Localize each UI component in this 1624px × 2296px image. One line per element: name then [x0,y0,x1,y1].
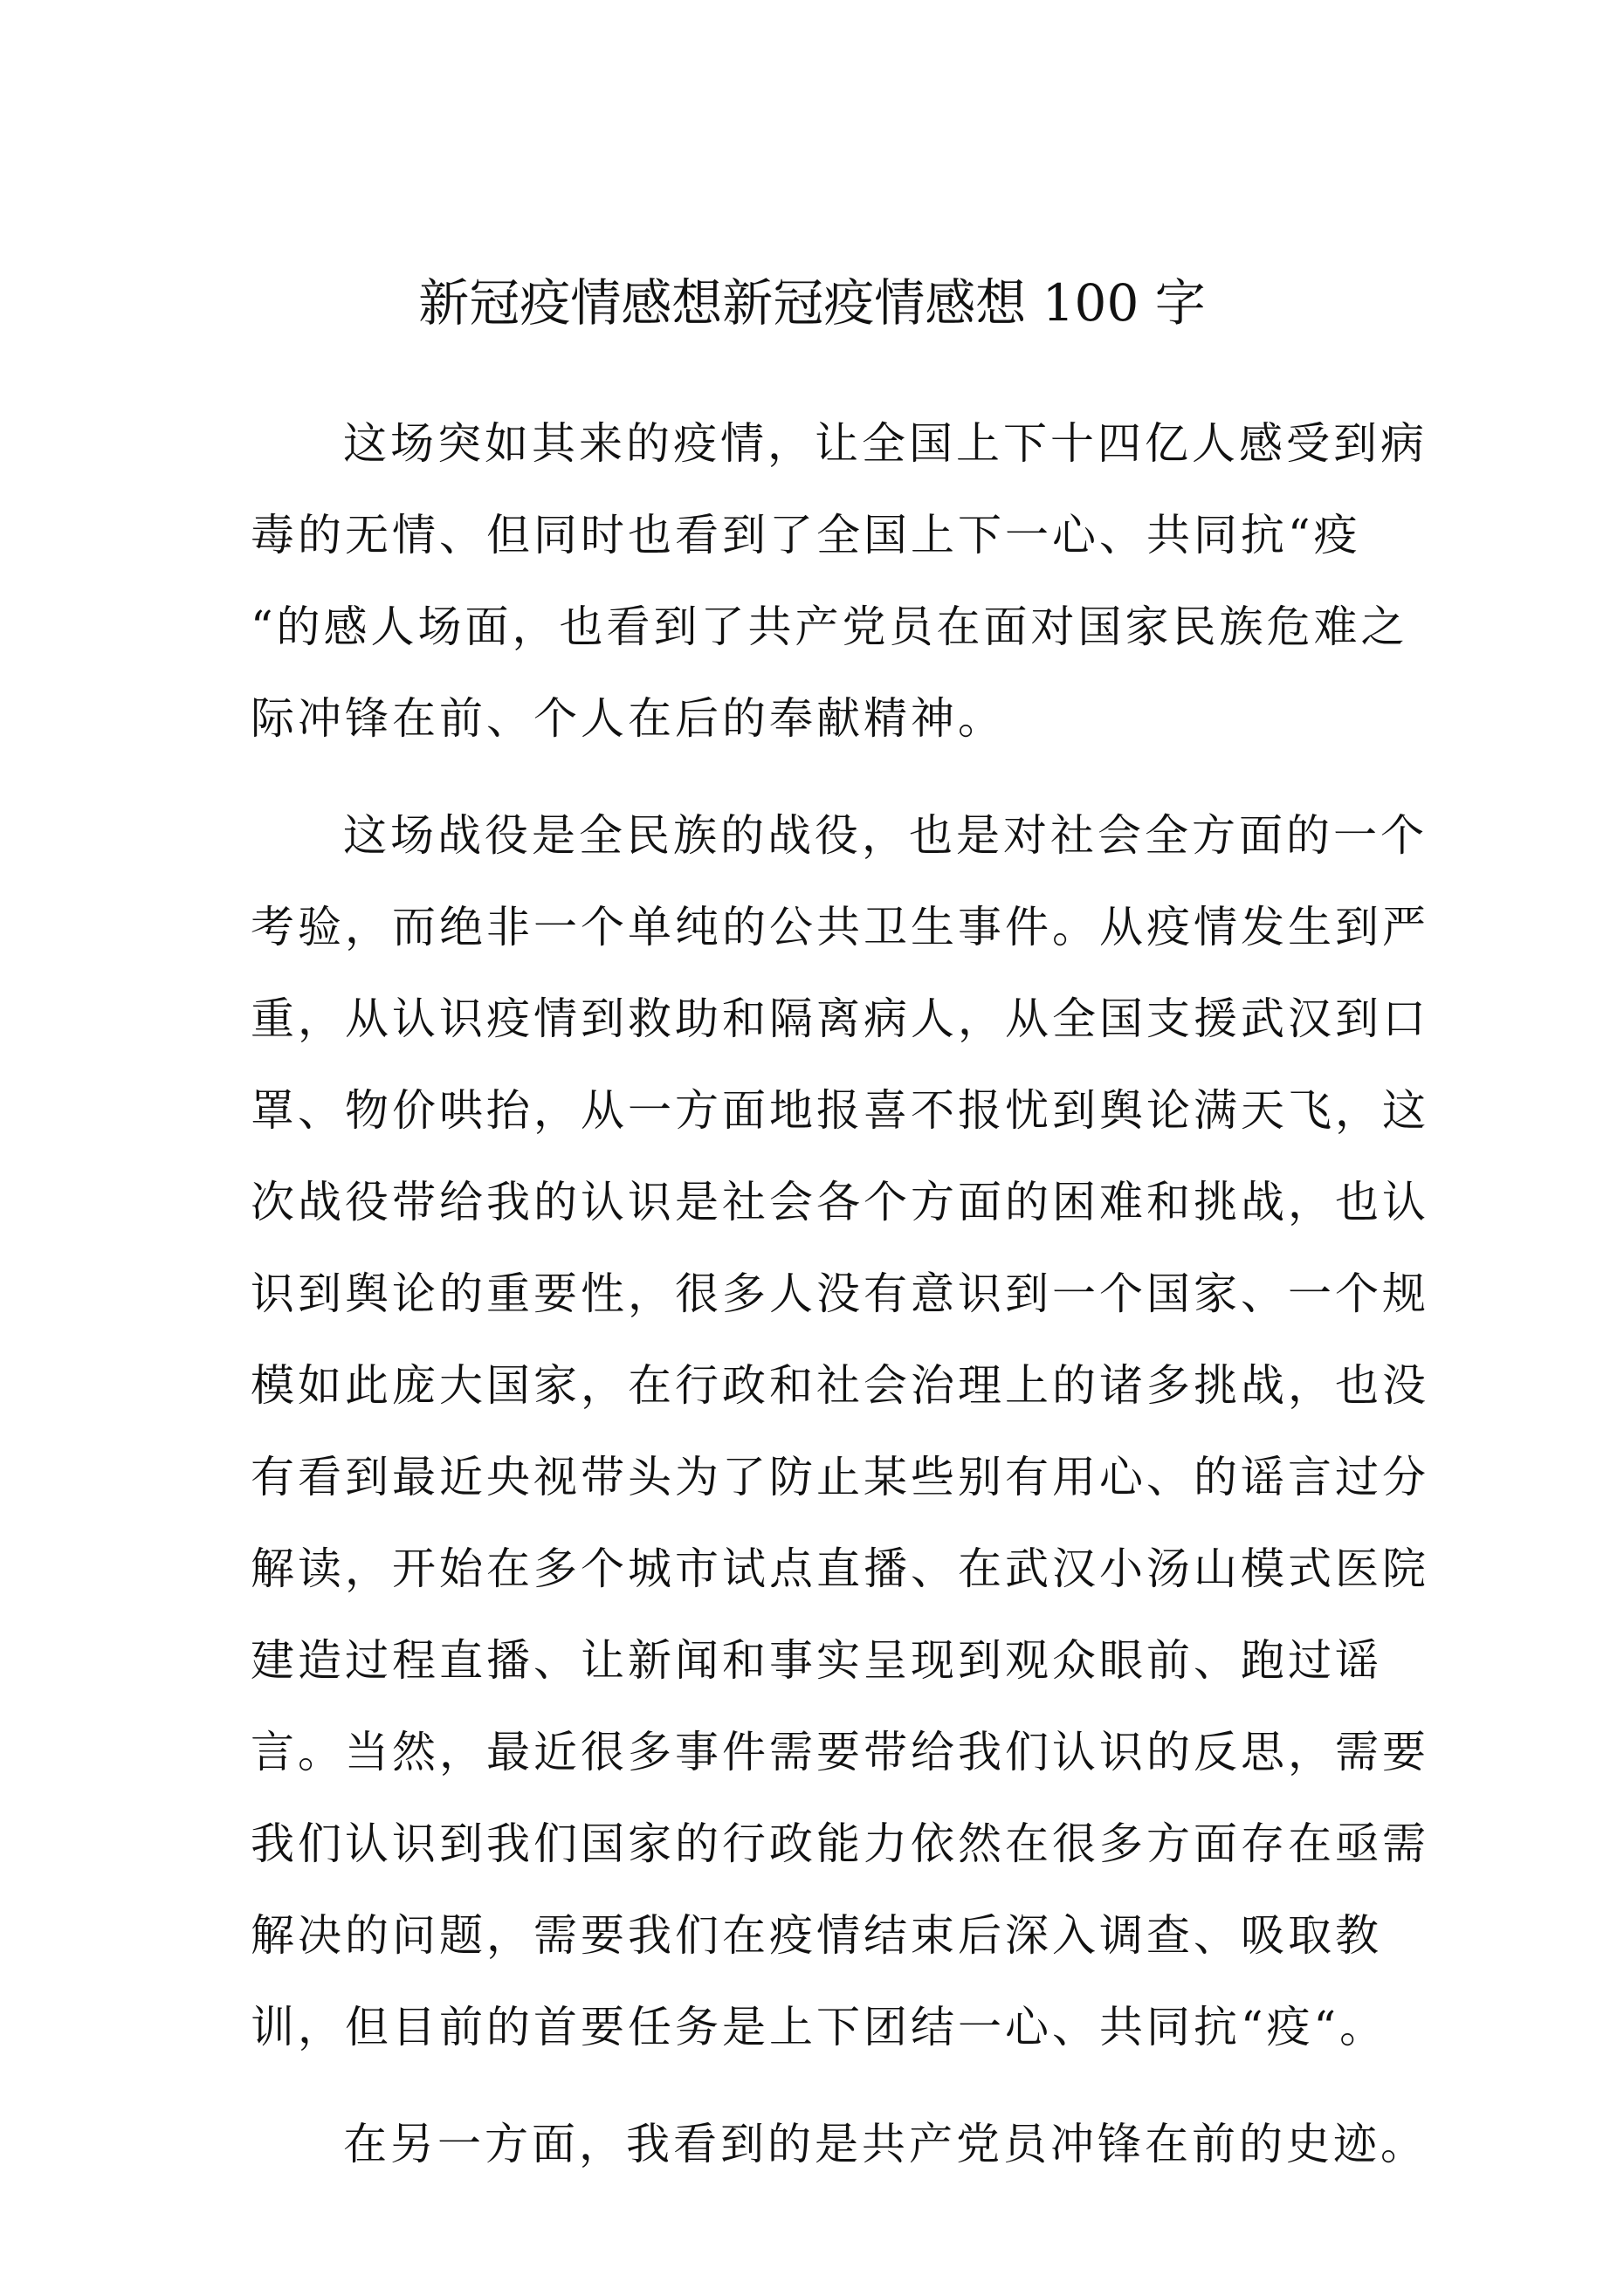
text-line: 重，从认识疫情到救助和隔离病人，从全国支援武汉到口 [251,993,1429,1044]
document-title: 新冠疫情感想新冠疫情感想 100 字 [418,272,1206,333]
text-line: 解读，开始在多个城市试点直播、在武汉小汤山模式医院 [251,1543,1429,1594]
text-line: 这场战役是全民族的战役，也是对社会全方面的一个 [343,810,1428,861]
text-line: 言。当然，最近很多事件需要带给我们认识的反思，需要 [251,1727,1429,1777]
paragraph-3 [251,2109,1428,2201]
text-line: 我们认识到我们国家的行政能力依然在很多方面存在亟需 [251,1818,1429,1869]
document-body [251,409,1429,2226]
text-line: 有看到最近央视带头为了防止某些别有用心、的谣言过分 [251,1452,1429,1502]
text-line: 解决的问题，需要我们在疫情结束后深入调查、吸取教 [251,1910,1382,1961]
text-line: 罩、物价哄抬，从一方面地报喜不报忧到舆论满天飞，这 [251,1085,1429,1136]
text-line: 建造过程直播、让新闻和事实呈现到观众眼前、跑过谣 [251,1635,1382,1686]
text-line: 模如此庞大国家，在行政和社会治理上的诸多挑战，也没 [251,1360,1429,1411]
text-line: 在另一方面，我看到的是共产党员冲锋在前的史迹。 [343,2119,1428,2169]
text-line: 考验，而绝非一个单纯的公共卫生事件。从疫情发生到严 [251,902,1429,952]
text-line: 训，但目前的首要任务是上下团结一心、共同抗“疫“。 [251,2002,1387,2052]
text-line: 这场突如其来的疫情，让全国上下十四亿人感受到病 [343,418,1428,469]
paragraph-2 [251,801,1429,2084]
text-line: 毒的无情、但同时也看到了全国上下一心、共同抗“疫 [251,510,1361,560]
text-line: 次战役带给我的认识是社会各个方面的困难和挑战，也认 [251,1177,1429,1227]
paragraph-1 [251,409,1428,775]
text-line: 识到舆论的重要性，很多人没有意识到一个国家、一个规 [251,1268,1429,1319]
text-line: “的感人场面，也看到了共产党员在面对国家民族危难之 [251,601,1408,652]
text-line: 际冲锋在前、个人在后的奉献精神。 [251,693,1005,744]
